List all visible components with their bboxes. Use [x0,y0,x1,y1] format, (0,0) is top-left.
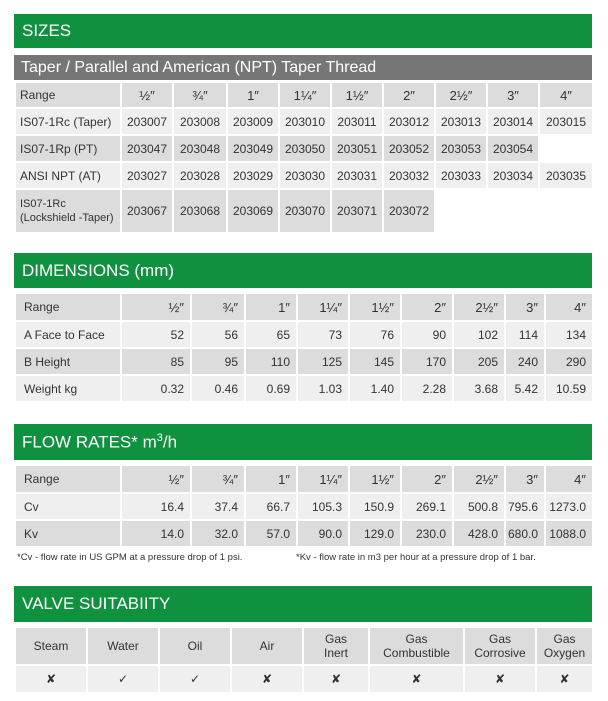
table-cell: 16.4 [121,493,191,520]
header-cell: 1½″ [331,82,383,108]
table-row [15,375,593,402]
table-cell: 203067 [121,189,173,233]
table-cell: 5.42 [505,375,545,402]
table-cell: 114 [505,321,545,348]
table-cell: 205 [453,348,505,375]
table-cell: 203052 [383,135,435,162]
suitability-title: VALVE SUITABIITY [22,594,171,613]
table-row [15,348,593,375]
table-cell [539,135,593,162]
footnote-cv: *Cv - flow rate in US GPM at a pressure drop of 1 psi. [17,552,243,563]
header-cell: 3″ [487,82,539,108]
column-line1: Water [107,639,139,653]
header-cell: 2½″ [435,82,487,108]
table-row [15,135,593,162]
dimensions-header-row [15,293,593,321]
header-cell: 1″ [227,82,279,108]
dimensions-title: DIMENSIONS (mm) [22,260,175,280]
cross-icon: ✘ [15,665,87,693]
flow-rates-title [22,432,177,453]
header-cell: ¾″ [191,465,245,493]
table-cell: 203009 [227,108,279,135]
table-cell: 203051 [331,135,383,162]
table-cell: 150.9 [349,493,401,520]
column-line2: Inert [323,646,348,660]
table-cell: 203035 [539,162,593,189]
table-cell: 129.0 [349,520,401,547]
column-line2: Combustible [383,646,450,660]
table-cell: 0.32 [121,375,191,402]
table-cell: 170 [401,348,453,375]
row-label: ANSI NPT (AT) [15,162,121,189]
table-cell: 203049 [227,135,279,162]
sizes-table [14,81,594,234]
footnote-kv: *Kv - flow rate in m3 per hour at a pressure drop of 1 bar. [296,552,536,563]
row-label-line2: (Lockshield -Taper) [20,212,114,224]
flow-rates-header [14,424,592,460]
suitability-column-header [159,627,231,665]
header-cell: Range [15,82,121,108]
row-label: IS07-1Rc (Taper) [15,108,121,135]
table-cell: 3.68 [453,375,505,402]
sizes-title: SIZES [22,21,72,40]
table-cell: 203010 [279,108,331,135]
table-cell: 203050 [279,135,331,162]
table-cell: 14.0 [121,520,191,547]
flow-rates-table [14,464,594,548]
table-cell: 203014 [487,108,539,135]
table-cell: 203032 [383,162,435,189]
row-label: A Face to Face [15,321,121,348]
table-cell: 240 [505,348,545,375]
cross-icon: ✘ [464,665,536,693]
header-cell: 4″ [545,293,593,321]
header-cell: 4″ [539,82,593,108]
dimensions-header [14,253,592,288]
header-cell: 1½″ [349,293,401,321]
table-cell: 1.40 [349,375,401,402]
table-cell: 90.0 [297,520,349,547]
table-row [15,321,593,348]
header-cell: 4″ [545,465,593,493]
table-cell: 203048 [173,135,227,162]
table-cell: 500.8 [453,493,505,520]
table-cell [435,189,487,233]
row-label: Kv [15,520,121,547]
header-cell: 2″ [401,465,453,493]
header-cell: Range [15,465,121,493]
table-cell: 795.6 [505,493,545,520]
suitability-column-header [369,627,464,665]
table-row [15,108,593,135]
table-row [15,189,593,233]
column-line2: Corrosive [474,646,526,660]
table-cell: 1.03 [297,375,349,402]
column-line1: Air [259,639,275,653]
row-label [15,189,121,233]
table-cell: 203015 [539,108,593,135]
table-cell: 90 [401,321,453,348]
table-cell: 230.0 [401,520,453,547]
table-cell: 57.0 [245,520,297,547]
table-cell: 32.0 [191,520,245,547]
row-label: IS07-1Rp (PT) [15,135,121,162]
row-label: Weight kg [15,375,121,402]
table-cell: 134 [545,321,593,348]
sizes-header [14,14,592,48]
table-cell: 680.0 [505,520,545,547]
table-cell: 203008 [173,108,227,135]
header-cell: ½″ [121,465,191,493]
table-cell: 203030 [279,162,331,189]
table-cell: 95 [191,348,245,375]
table-cell: 203071 [331,189,383,233]
suitability-header-row [15,627,593,665]
header-cell: 3″ [505,293,545,321]
cross-icon: ✘ [369,665,464,693]
column-line2: Oxygen [543,646,586,660]
table-cell: 203047 [121,135,173,162]
suitability-column-header [464,627,536,665]
header-cell: ½″ [121,82,173,108]
table-cell: 0.69 [245,375,297,402]
table-cell: 73 [297,321,349,348]
flow-header-row [15,465,593,493]
table-row [15,520,593,547]
header-cell: 2″ [401,293,453,321]
suitability-column-header [87,627,159,665]
suitability-column-header [303,627,369,665]
header-cell: 1½″ [349,465,401,493]
header-cell: 2″ [383,82,435,108]
suitability-column-header [231,627,303,665]
table-cell: 203069 [227,189,279,233]
suitability-value-row [15,665,593,693]
table-cell: 1088.0 [545,520,593,547]
table-cell [539,189,593,233]
table-row [15,493,593,520]
suitability-header [14,586,592,622]
column-line1: Gas [324,632,347,646]
header-cell: 2½″ [453,293,505,321]
header-cell: 1″ [245,465,297,493]
table-cell: 145 [349,348,401,375]
table-cell: 66.7 [245,493,297,520]
column-line1: Gas [405,632,428,646]
table-cell: 203034 [487,162,539,189]
header-cell: 1¼″ [279,82,331,108]
table-cell: 203012 [383,108,435,135]
table-cell: 203028 [173,162,227,189]
suitability-table [14,626,594,694]
table-cell: 1273.0 [545,493,593,520]
table-cell: 52 [121,321,191,348]
cross-icon: ✘ [231,665,303,693]
header-cell: Range [15,293,121,321]
table-cell: 0.46 [191,375,245,402]
table-row [15,162,593,189]
flow-rates-title-sup: 3 [156,431,163,444]
table-cell: 269.1 [401,493,453,520]
table-cell: 203007 [121,108,173,135]
header-cell: 3″ [505,465,545,493]
table-cell: 203068 [173,189,227,233]
table-cell: 85 [121,348,191,375]
table-cell: 10.59 [545,375,593,402]
column-line1: Gas [488,632,511,646]
table-cell: 102 [453,321,505,348]
header-cell: 1¼″ [297,293,349,321]
table-cell: 203054 [487,135,539,162]
cross-icon: ✘ [303,665,369,693]
column-line1: Steam [33,639,69,653]
table-cell: 203013 [435,108,487,135]
check-icon: ✓ [87,665,159,693]
table-cell: 76 [349,321,401,348]
table-cell: 428.0 [453,520,505,547]
row-label: Cv [15,493,121,520]
header-cell: ¾″ [173,82,227,108]
table-cell: 125 [297,348,349,375]
table-cell: 203029 [227,162,279,189]
table-cell: 203053 [435,135,487,162]
header-cell: 1″ [245,293,297,321]
sizes-subtitle: Taper / Parallel and American (NPT) Taper Thread [21,58,377,76]
table-cell: 203031 [331,162,383,189]
row-label: B Height [15,348,121,375]
cross-icon: ✘ [536,665,593,693]
table-cell: 2.28 [401,375,453,402]
table-cell [487,189,539,233]
flow-rates-title-text: FLOW RATES* m [22,432,157,452]
table-cell: 110 [245,348,297,375]
table-cell: 37.4 [191,493,245,520]
table-cell: 65 [245,321,297,348]
table-cell: 56 [191,321,245,348]
header-cell: ¾″ [191,293,245,321]
header-cell: ½″ [121,293,191,321]
table-cell: 203011 [331,108,383,135]
column-line1: Gas [553,632,576,646]
table-cell: 290 [545,348,593,375]
sizes-header-row [15,82,593,108]
table-cell: 203070 [279,189,331,233]
dimensions-table [14,292,594,403]
table-cell: 203027 [121,162,173,189]
table-cell: 203072 [383,189,435,233]
header-cell: 2½″ [453,465,505,493]
header-cell: 1¼″ [297,465,349,493]
check-icon: ✓ [159,665,231,693]
sizes-subheader [14,55,592,80]
table-cell: 203033 [435,162,487,189]
suitability-column-header [15,627,87,665]
suitability-column-header [536,627,593,665]
row-label-line1: IS07-1Rc [20,198,66,210]
column-line1: Oil [187,639,203,653]
table-cell: 105.3 [297,493,349,520]
flow-rates-title-suffix: /h [162,432,178,452]
